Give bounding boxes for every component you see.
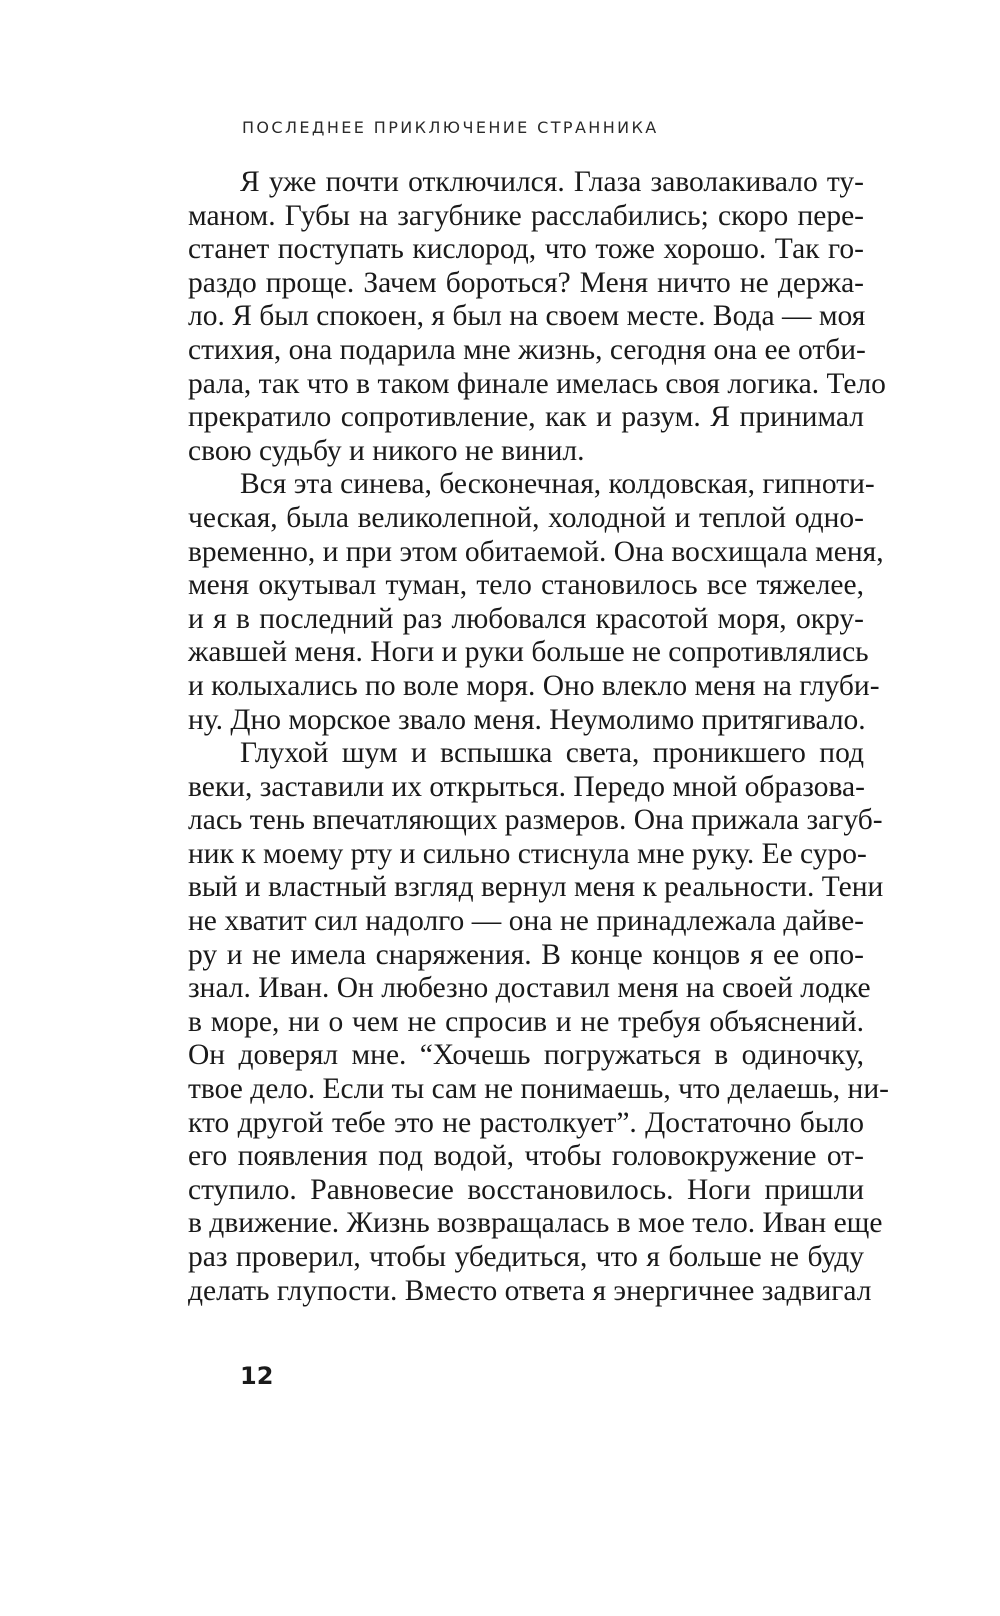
text-line: станет поступать кислород, что тоже хорошо. Так го- [188, 233, 864, 266]
text-line: Глухой шум и вспышка света, проникшего под [240, 737, 864, 770]
running-head: ПОСЛЕДНЕЕ ПРИКЛЮЧЕНИЕ СТРАННИКА [242, 118, 659, 137]
text-line: лась тень впечатляющих размеров. Она прижала загуб- [188, 804, 883, 837]
text-line: ло. Я был спокоен, я был на своем месте. Вода — моя [188, 300, 866, 333]
text-line: ру и не имела снаряжения. В конце концов я ее опо- [188, 938, 864, 971]
text-line: и колыхались по воле моря. Оно влекло меня на глуби- [188, 669, 880, 702]
text-line: кто другой тебе это не растолкует”. Достаточно было [188, 1106, 864, 1139]
text-line: вый и властный взгляд вернул меня к реальности. Тени [188, 871, 884, 904]
text-line: ческая, была великолепной, холодной и теплой одно- [188, 501, 864, 534]
text-line: прекратило сопротивление, как и разум. Я принимал [188, 401, 864, 434]
text-line: ник к моему рту и сильно стиснула мне руку. Ее суро- [188, 837, 867, 870]
text-line: ну. Дно морское звало меня. Неумолимо притягивало. [188, 703, 866, 736]
text-line: знал. Иван. Он любезно доставил меня на своей лодке [188, 972, 871, 1005]
text-line: Он доверял мне. “Хочешь погружаться в одиночку, [188, 1039, 864, 1072]
text-line: свою судьбу и никого не винил. [188, 434, 585, 467]
text-line: жавшей меня. Ноги и руки больше не сопротивлялись [188, 636, 869, 669]
text-line: в движение. Жизнь возвращалась в мое тело. Иван еще [188, 1207, 883, 1240]
text-line: его появления под водой, чтобы головокружение от- [188, 1140, 864, 1173]
text-line: и я в последний раз любовался красотой моря, окру- [188, 602, 864, 635]
text-line: меня окутывал туман, тело становилось все тяжелее, [188, 569, 864, 602]
text-line: временно, и при этом обитаемой. Она восхищала меня, [188, 535, 884, 568]
text-line: веки, заставили их открыться. Передо мной образова- [188, 770, 865, 803]
text-line: раз проверил, чтобы убедиться, что я больше не буду [188, 1241, 864, 1273]
text-line: рала, так что в таком финале имелась своя логика. Тело [188, 367, 886, 400]
text-line: в море, ни о чем не спросив и не требуя объяснений. [188, 1005, 864, 1038]
text-line: ступило. Равновесие восстановилось. Ноги пришли [188, 1173, 864, 1206]
page-number: 12 [240, 1362, 274, 1390]
text-line: делать глупости. Вместо ответа я энергичнее задвигал [188, 1274, 872, 1307]
text-line: твое дело. Если ты сам не понимаешь, что делаешь, ни- [188, 1073, 889, 1106]
text-line: Я уже почти отключился. Глаза заволакивало ту- [240, 166, 864, 198]
text-line: стихия, она подарила мне жизнь, сегодня она ее отби- [188, 333, 866, 366]
text-line: раздо проще. Зачем бороться? Меня ничто не держа- [188, 266, 864, 299]
text-line: Вся эта синева, бесконечная, колдовская, гипноти- [240, 468, 875, 501]
body-text [188, 166, 889, 1308]
text-line: не хватит сил надолго — она не принадлежала дайве- [188, 905, 864, 938]
text-line: маном. Губы на загубнике расслабились; скоро пере- [188, 199, 864, 232]
